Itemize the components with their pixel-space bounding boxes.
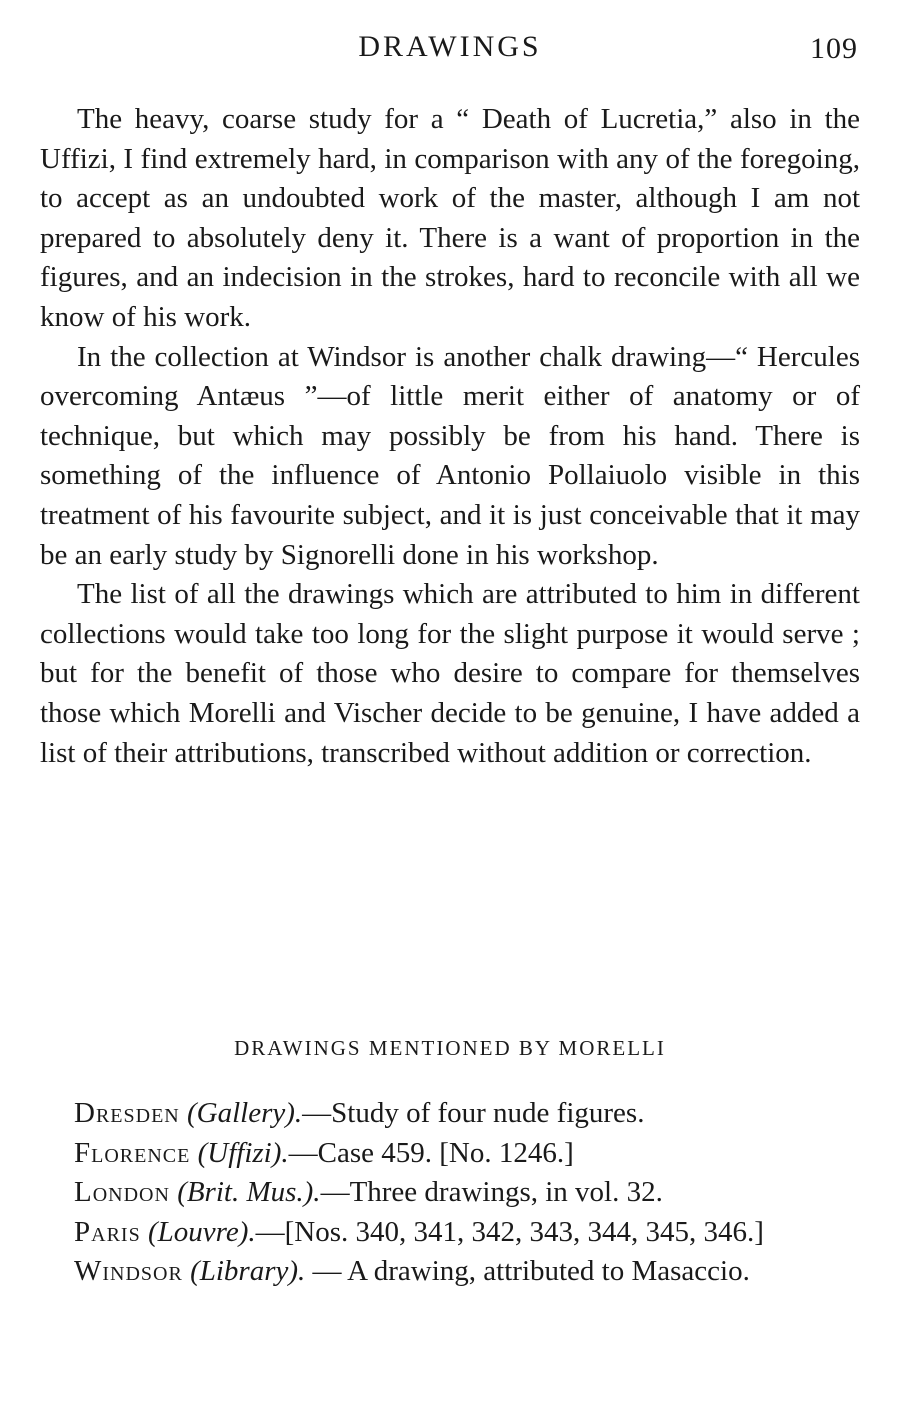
entry-text: —Case 459. [No. 1246.]	[288, 1136, 574, 1169]
entry-location: (Brit. Mus.).	[177, 1176, 321, 1209]
list-item	[40, 1094, 860, 1134]
list-item	[40, 1173, 860, 1213]
list-item	[40, 1252, 860, 1292]
entry-place: London	[74, 1176, 170, 1209]
list-item	[40, 1213, 860, 1253]
page-number: 109	[810, 32, 858, 65]
entry-place: Paris	[74, 1215, 141, 1248]
paragraph: The list of all the drawings which are attributed to him in different collections would take too long for the slight purpose it would serve ; but for the benefit of those who desire to compare for themselves those which Morelli and Vischer decide to be genuine, I have added a list of their attributions, transcribed without addition or correction.	[40, 578, 860, 769]
entry-text: —Three drawings, in vol. 32.	[320, 1176, 663, 1209]
paragraph: In the collection at Windsor is another chalk drawing—“ Hercules overcoming Antæus ”—of little merit either of anatomy or of technique, but which may possibly be from his hand. There is something of the influence of Antonio Pollaiuolo visible in this treatment of his favourite subject, and it is just conceivable that it may be an early study by Signorelli done in his workshop.	[40, 340, 860, 571]
entry-text: —[Nos. 340, 341, 342, 343, 344, 345, 346.]	[255, 1215, 764, 1248]
body-text	[40, 100, 860, 773]
entry-place: Windsor	[74, 1255, 183, 1288]
entry-location: (Library).	[190, 1255, 306, 1288]
entry-text: —Study of four nude figures.	[302, 1097, 645, 1129]
paragraph: The heavy, coarse study for a “ Death of Lucretia,” also in the Uffizi, I find extremely hard, in comparison with any of the foregoing, to accept as an undoubted work of the master, although I am not prepared to absolutely deny it. There is a want of proportion in the figures, and an indecision in the strokes, hard to reconcile with all we know of his work.	[40, 103, 860, 333]
page-header	[0, 30, 900, 70]
section-heading: DRAWINGS MENTIONED BY MORELLI	[234, 1036, 666, 1060]
entry-place: Dresden	[74, 1097, 180, 1129]
running-title: DRAWINGS	[358, 30, 542, 63]
entry-location: (Uffizi).	[197, 1136, 289, 1169]
entry-place: Florence	[74, 1136, 191, 1169]
drawings-list	[40, 1094, 860, 1292]
entry-location: (Louvre).	[147, 1215, 256, 1248]
list-item	[40, 1134, 860, 1174]
entry-text: — A drawing, attributed to Masaccio.	[305, 1255, 750, 1288]
entry-location: (Gallery).	[186, 1097, 303, 1129]
